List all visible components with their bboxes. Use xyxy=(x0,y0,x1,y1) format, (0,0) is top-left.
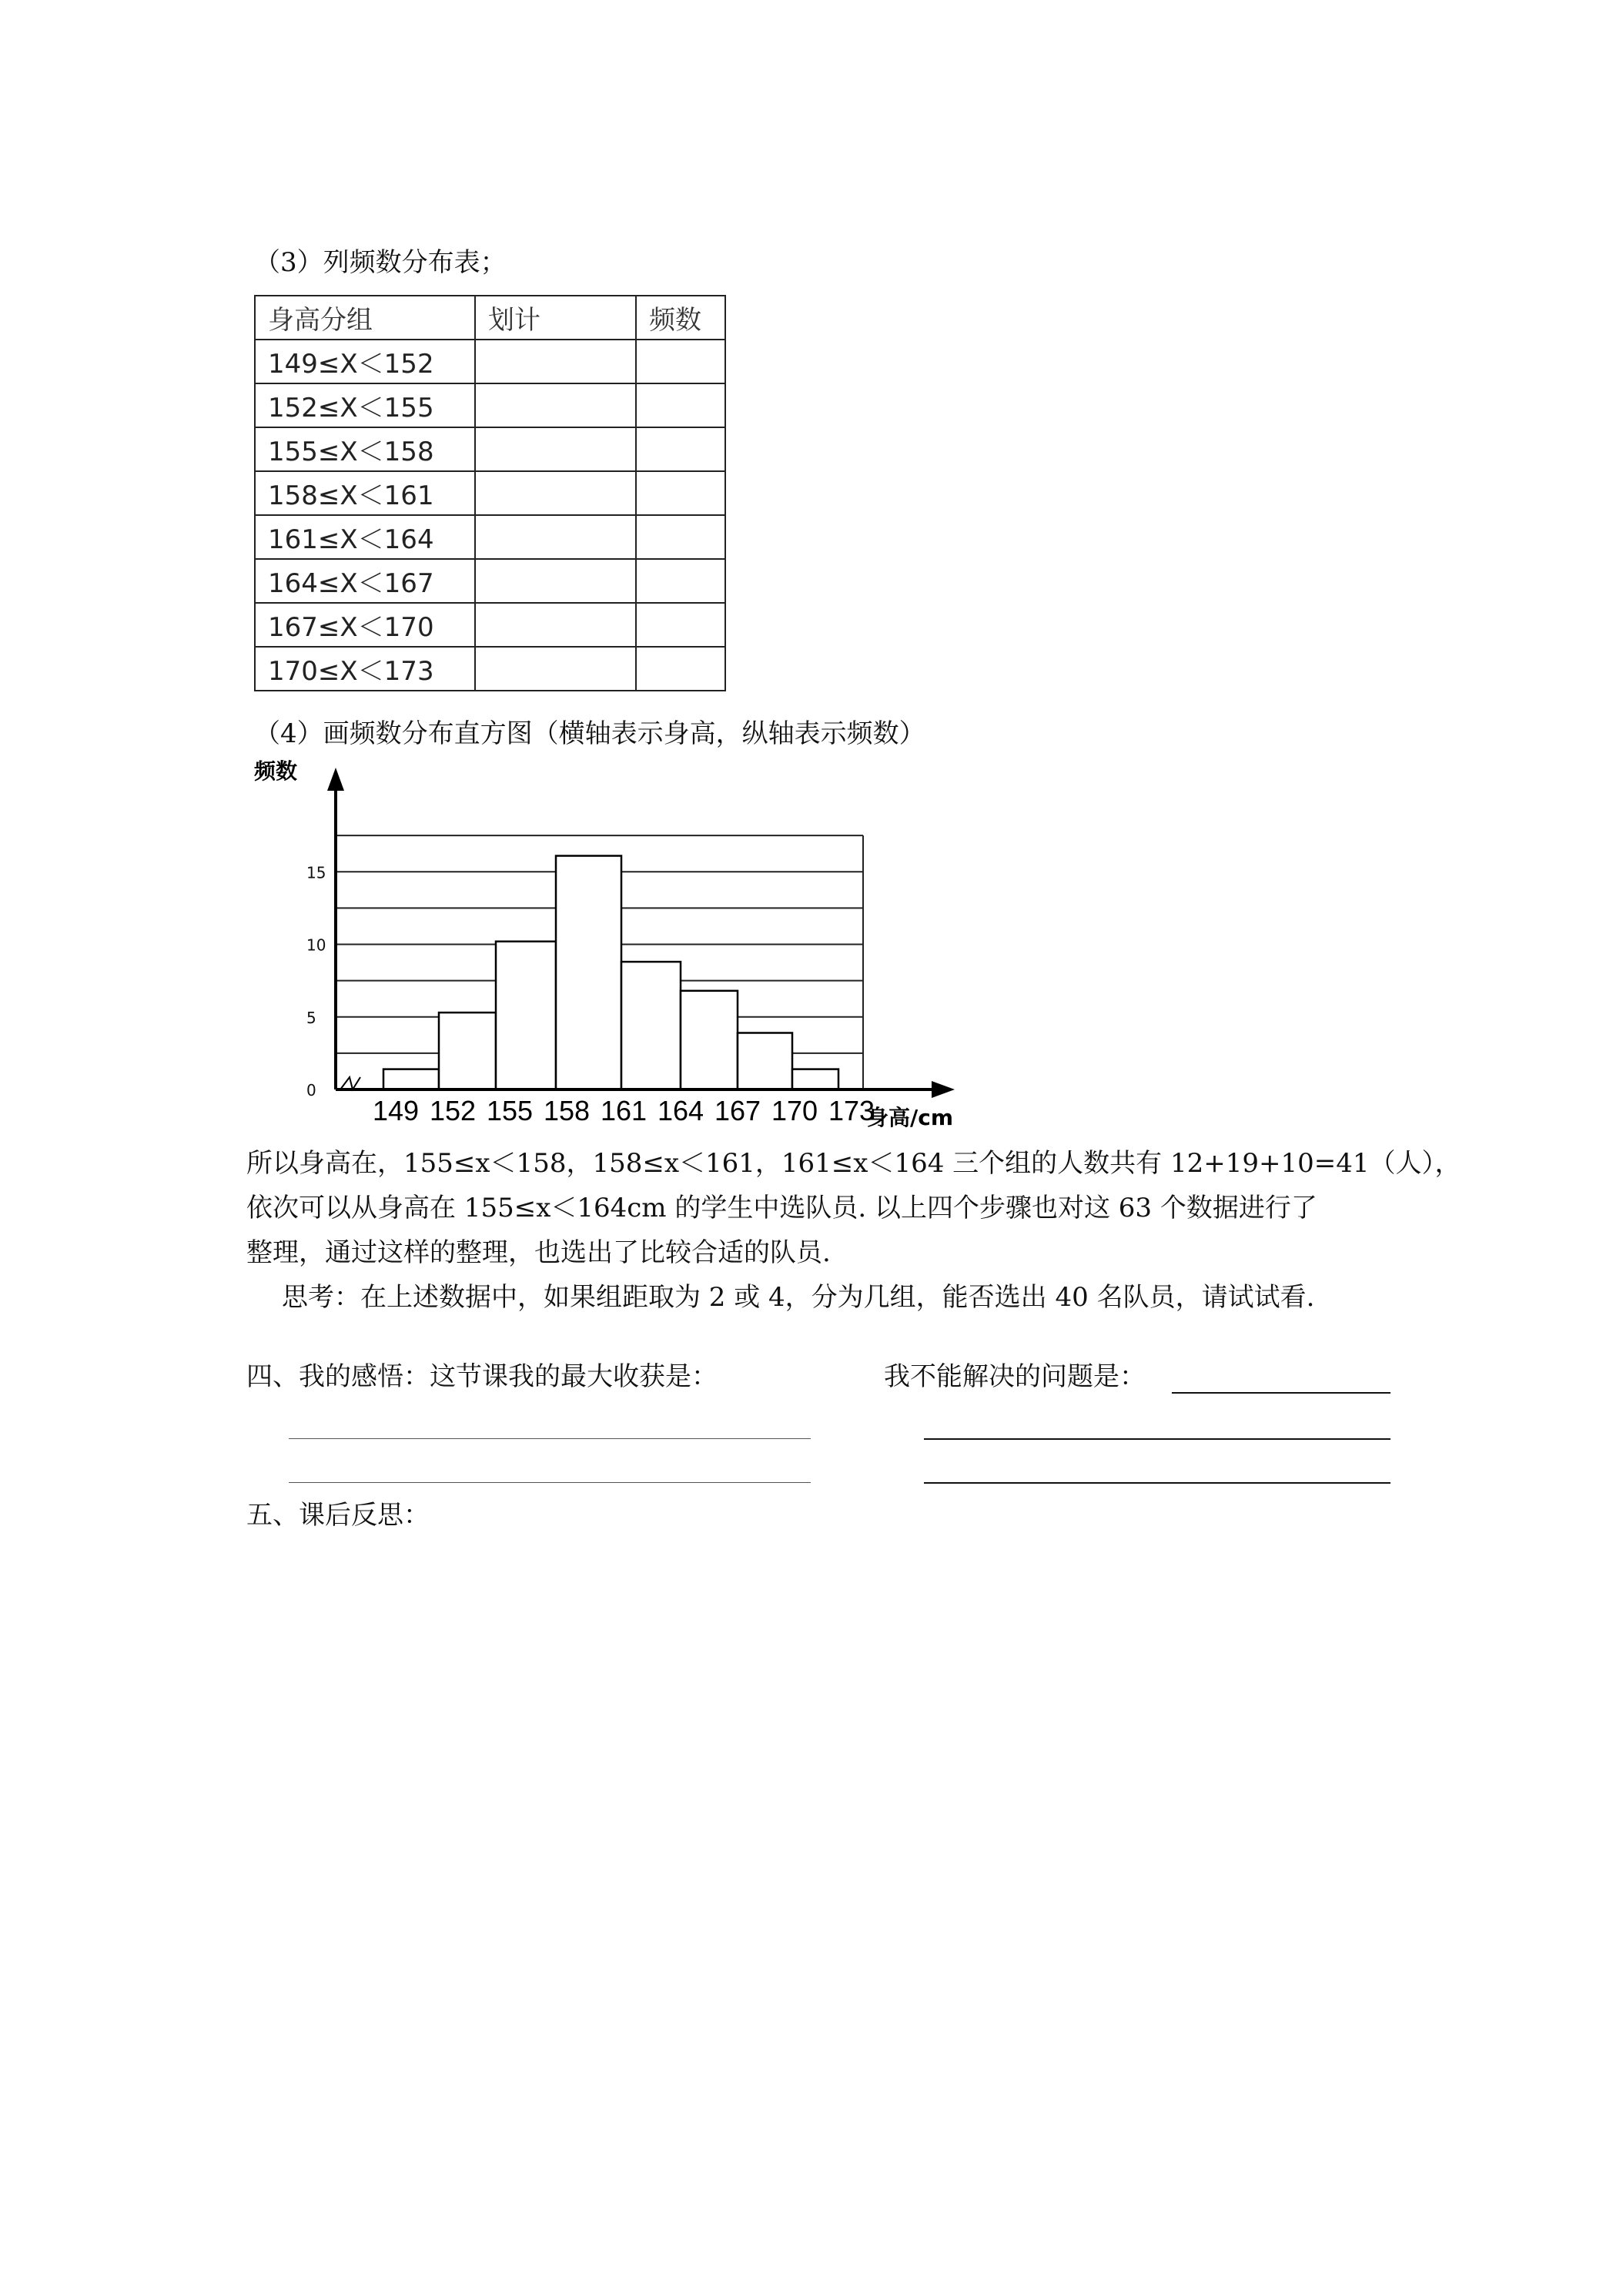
group-cell: 149≤X＜152 xyxy=(255,340,475,383)
x-tick-label: 164 xyxy=(658,1095,704,1126)
header-frequency: 频数 xyxy=(636,296,725,340)
section-5-after-class: 五、课后反思： xyxy=(246,1500,430,1531)
group-cell: 167≤X＜170 xyxy=(255,603,475,647)
y-axis xyxy=(327,768,344,1089)
table-row xyxy=(255,603,725,647)
section-4-reflection: 四、我的感悟：这节课我的最大收获是： xyxy=(246,1361,718,1392)
tally-cell[interactable] xyxy=(475,427,636,471)
y-tick-label: 10 xyxy=(306,935,326,955)
table-row xyxy=(255,647,725,691)
table-row xyxy=(255,383,725,427)
x-tick-label: 149 xyxy=(373,1095,420,1126)
axis-break-mark xyxy=(340,1077,360,1089)
table-header-row xyxy=(255,296,725,340)
tally-cell[interactable] xyxy=(475,603,636,647)
x-tick-labels xyxy=(373,1095,875,1126)
tally-cell[interactable] xyxy=(475,340,636,383)
paragraph-line-1: 所以身高在，155≤x＜158，158≤x＜161，161≤x＜164 三个组的人数共有 12+19+10=41（人）， xyxy=(246,1148,1461,1179)
answer-line-unsolved-1[interactable] xyxy=(1172,1392,1390,1394)
frequency-cell[interactable] xyxy=(636,603,725,647)
x-tick-label: 158 xyxy=(544,1095,591,1126)
paragraph-line-2: 依次可以从身高在 155≤x＜164cm 的学生中选队员. 以上四个步骤也对这 63 个数据进行了 xyxy=(246,1193,1317,1223)
table-row xyxy=(255,427,725,471)
answer-line-gain-2[interactable] xyxy=(289,1482,811,1483)
answer-line-gain-1[interactable] xyxy=(289,1438,811,1439)
chart-bars xyxy=(383,856,838,1089)
y-tick-label: 0 xyxy=(306,1081,316,1099)
x-tick-label: 161 xyxy=(601,1095,648,1126)
x-tick-label: 170 xyxy=(771,1095,818,1126)
group-cell: 164≤X＜167 xyxy=(255,559,475,603)
histogram-bar xyxy=(556,856,621,1089)
frequency-cell[interactable] xyxy=(636,340,725,383)
tally-cell[interactable] xyxy=(475,471,636,515)
think-question: 思考：在上述数据中，如果组距取为 2 或 4，分为几组，能否选出 40 名队员，请试试看. xyxy=(282,1282,1315,1313)
histogram-bar xyxy=(439,1012,496,1089)
section-4-unsolved: 我不能解决的问题是： xyxy=(884,1361,1146,1392)
frequency-cell[interactable] xyxy=(636,427,725,471)
histogram-bar xyxy=(496,942,556,1089)
histogram-bar xyxy=(383,1069,439,1089)
x-axis-label: 身高/cm xyxy=(867,1105,954,1128)
frequency-cell[interactable] xyxy=(636,471,725,515)
header-group: 身高分组 xyxy=(255,296,475,340)
frequency-cell[interactable] xyxy=(636,559,725,603)
frequency-cell[interactable] xyxy=(636,515,725,559)
histogram-chart xyxy=(245,758,969,1128)
histogram-bar xyxy=(792,1069,838,1089)
y-tick-label: 5 xyxy=(306,1008,316,1027)
tally-cell[interactable] xyxy=(475,515,636,559)
group-cell: 155≤X＜158 xyxy=(255,427,475,471)
group-cell: 161≤X＜164 xyxy=(255,515,475,559)
tally-cell[interactable] xyxy=(475,383,636,427)
table-row xyxy=(255,559,725,603)
group-cell: 158≤X＜161 xyxy=(255,471,475,515)
histogram-bar xyxy=(621,962,681,1089)
histogram-bar xyxy=(681,991,738,1089)
frequency-cell[interactable] xyxy=(636,383,725,427)
group-cell: 152≤X＜155 xyxy=(255,383,475,427)
header-tally: 划计 xyxy=(475,296,636,340)
tally-cell[interactable] xyxy=(475,647,636,691)
x-tick-label: 173 xyxy=(828,1095,875,1126)
table-row xyxy=(255,340,725,383)
step4-heading: （4）画频数分布直方图（横轴表示身高，纵轴表示频数） xyxy=(254,718,925,749)
y-tick-labels xyxy=(306,863,326,1099)
x-tick-label: 152 xyxy=(430,1095,477,1126)
table-row xyxy=(255,515,725,559)
step3-heading: （3）列频数分布表； xyxy=(254,247,507,278)
histogram-bar xyxy=(738,1033,792,1089)
y-axis-label: 频数 xyxy=(254,758,298,784)
tally-cell[interactable] xyxy=(475,559,636,603)
table-row xyxy=(255,471,725,515)
answer-line-unsolved-3[interactable] xyxy=(924,1482,1390,1484)
frequency-table xyxy=(254,295,726,691)
x-tick-label: 167 xyxy=(714,1095,761,1126)
frequency-cell[interactable] xyxy=(636,647,725,691)
answer-line-unsolved-2[interactable] xyxy=(924,1438,1390,1440)
group-cell: 170≤X＜173 xyxy=(255,647,475,691)
y-tick-label: 15 xyxy=(306,863,326,882)
x-tick-label: 155 xyxy=(487,1095,534,1126)
paragraph-line-3: 整理，通过这样的整理，也选出了比较合适的队员. xyxy=(246,1237,831,1268)
